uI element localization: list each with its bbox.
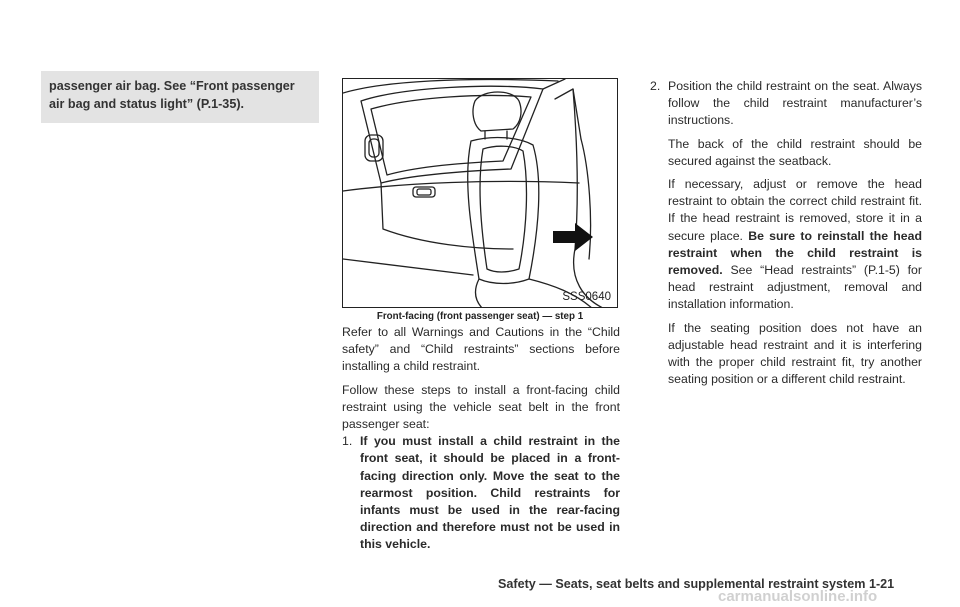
figure-caption: Front-facing (front passenger seat) — step 1 [376, 311, 584, 322]
right-column [650, 78, 922, 388]
paragraph-seatback: The back of the child restraint should be secured against the seatback. [668, 136, 922, 168]
watermark: carmanualsonline.info [718, 588, 878, 605]
continued-note-box [41, 71, 319, 123]
direction-arrow-icon [553, 223, 593, 251]
paragraph-head-restraint [650, 176, 922, 314]
head-restraint-text: If necessary, adjust or remove the head restraint to obtain the correct child restraint fit. If the head restraint is removed, store it in a secure place. [668, 177, 922, 243]
seat-drawing [343, 79, 618, 308]
head-restraint-warning: Be sure to reinstall the head restraint when the child restraint is removed. [668, 228, 922, 278]
page-footer: Safety — Seats, seat belts and supplemental restraint system 1-21 [498, 577, 895, 591]
head-restraint-reference: See “Head restraints” (P.1-5) for head restraint adjustment, removal and installation information. [668, 263, 922, 312]
step-1-number: 1. [342, 434, 353, 449]
paragraph-follow-steps: Follow these steps to install a front-facing child restraint using the vehicle seat belt in the front passenger seat: [342, 382, 620, 432]
step-1 [342, 433, 620, 553]
step-2-number: 2. [650, 79, 661, 93]
middle-column [342, 324, 620, 554]
paragraph-warnings: Refer to all Warnings and Cautions in the “Child safety” and “Child restraints” sections before installing a child restraint. [342, 325, 620, 374]
step-2-text: Position the child restraint on the seat. Always follow the child restraint manufacturer’s instructions. [668, 79, 922, 128]
continued-note-text: passenger air bag. See “Front passenger air bag and status light” (P.1-35). [49, 79, 295, 111]
paragraph-seating-position: If the seating position does not have an adjustable head restraint and it is interfering with the proper child restraint fit, try another seating position or a different child restraint. [668, 320, 922, 387]
figure-code: SSS0640 [562, 291, 611, 303]
step-1-text: If you must install a child restraint in the front seat, it should be placed in a front-facing direction only. Move the seat to the rearmost position. Child restraints for infants must be used in the rear-facing direction and therefore must not be used in this vehicle. [360, 434, 620, 552]
seat-illustration [342, 78, 618, 308]
step-2 [650, 78, 922, 130]
